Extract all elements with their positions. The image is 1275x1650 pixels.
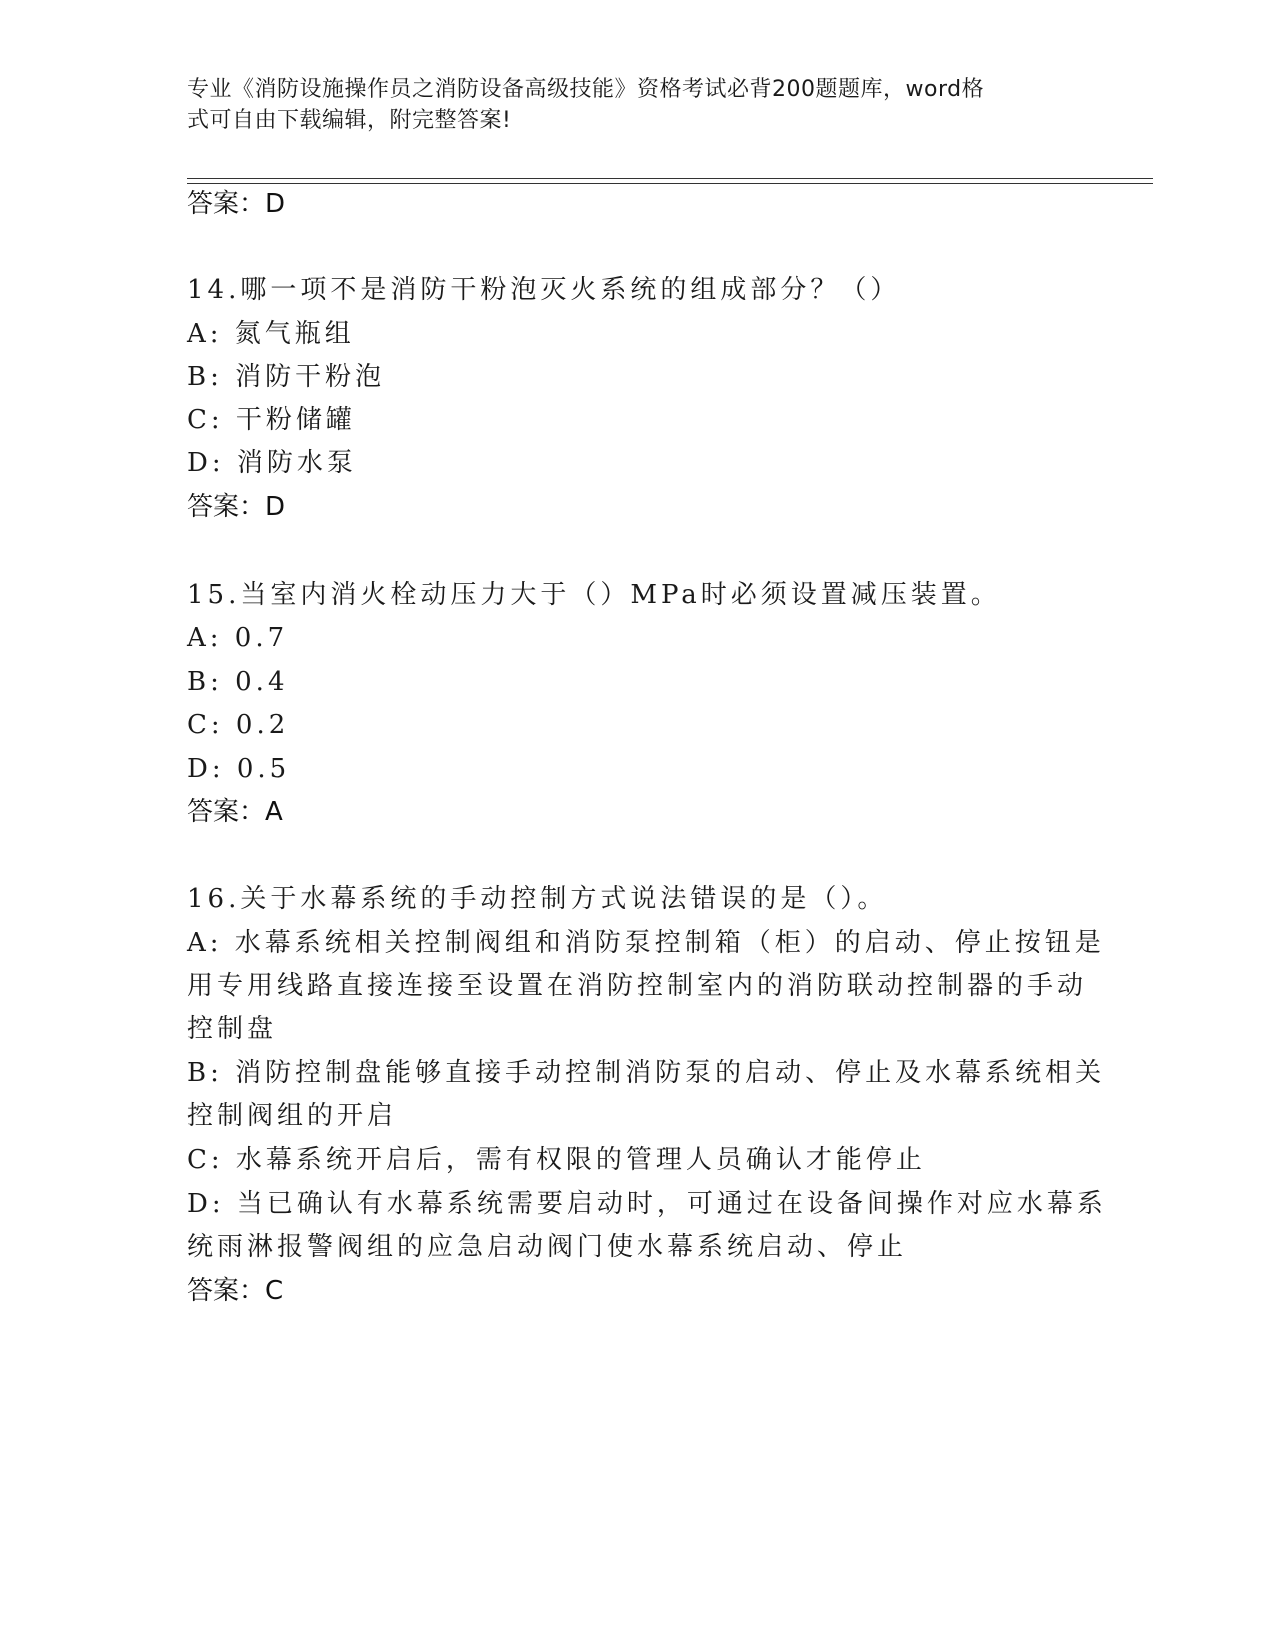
header-divider-top <box>187 178 1153 179</box>
question-15-answer: 答案：A <box>187 797 283 827</box>
question-14-option-d: D: 消防水泵 <box>187 448 357 478</box>
question-14-option-b: B: 消防干粉泡 <box>187 362 386 392</box>
question-15-stem: 15.当室内消火栓动压力大于（）MPa时必须设置减压装置。 <box>187 580 1001 610</box>
header-divider-bottom <box>187 183 1153 184</box>
question-16-option-b-line-1: B: 消防控制盘能够直接手动控制消防泵的启动、停止及水幕系统相关 <box>187 1058 1106 1088</box>
question-16-option-b-line-2: 控制阀组的开启 <box>187 1101 398 1131</box>
question-16-option-a-line-3: 控制盘 <box>187 1014 278 1044</box>
question-14-option-a: A: 氮气瓶组 <box>187 319 355 349</box>
header-line-2: 式可自由下载编辑，附完整答案! <box>187 108 512 133</box>
question-16-option-d-line-1: D: 当已确认有水幕系统需要启动时，可通过在设备间操作对应水幕系 <box>187 1189 1107 1219</box>
question-15-option-b: B: 0.4 <box>187 667 289 697</box>
previous-answer: 答案：D <box>187 189 286 219</box>
question-15-option-d: D: 0.5 <box>187 754 291 784</box>
question-16-option-a-line-2: 用专用线路直接连接至设置在消防控制室内的消防联动控制器的手动 <box>187 971 1088 1001</box>
question-15-option-c: C: 0.2 <box>187 710 290 740</box>
header-line-1: 专业《消防设施操作员之消防设备高级技能》资格考试必背200题题库，word格 <box>187 77 985 102</box>
question-14-option-c: C: 干粉储罐 <box>187 405 356 435</box>
question-14-answer: 答案：D <box>187 492 286 522</box>
question-16-option-d-line-2: 统雨淋报警阀组的应急启动阀门使水幕系统启动、停止 <box>187 1232 908 1262</box>
question-16-option-c: C: 水幕系统开启后，需有权限的管理人员确认才能停止 <box>187 1145 926 1175</box>
question-16-stem: 16.关于水幕系统的手动控制方式说法错误的是（）。 <box>187 884 888 914</box>
question-14-stem: 14.哪一项不是消防干粉泡灭火系统的组成部分？（） <box>187 275 901 305</box>
question-16-option-a-line-1: A: 水幕系统相关控制阀组和消防泵控制箱（柜）的启动、停止按钮是 <box>187 928 1105 958</box>
question-16-answer: 答案：C <box>187 1276 284 1306</box>
question-15-option-a: A: 0.7 <box>187 623 289 653</box>
document-header <box>187 74 1067 136</box>
